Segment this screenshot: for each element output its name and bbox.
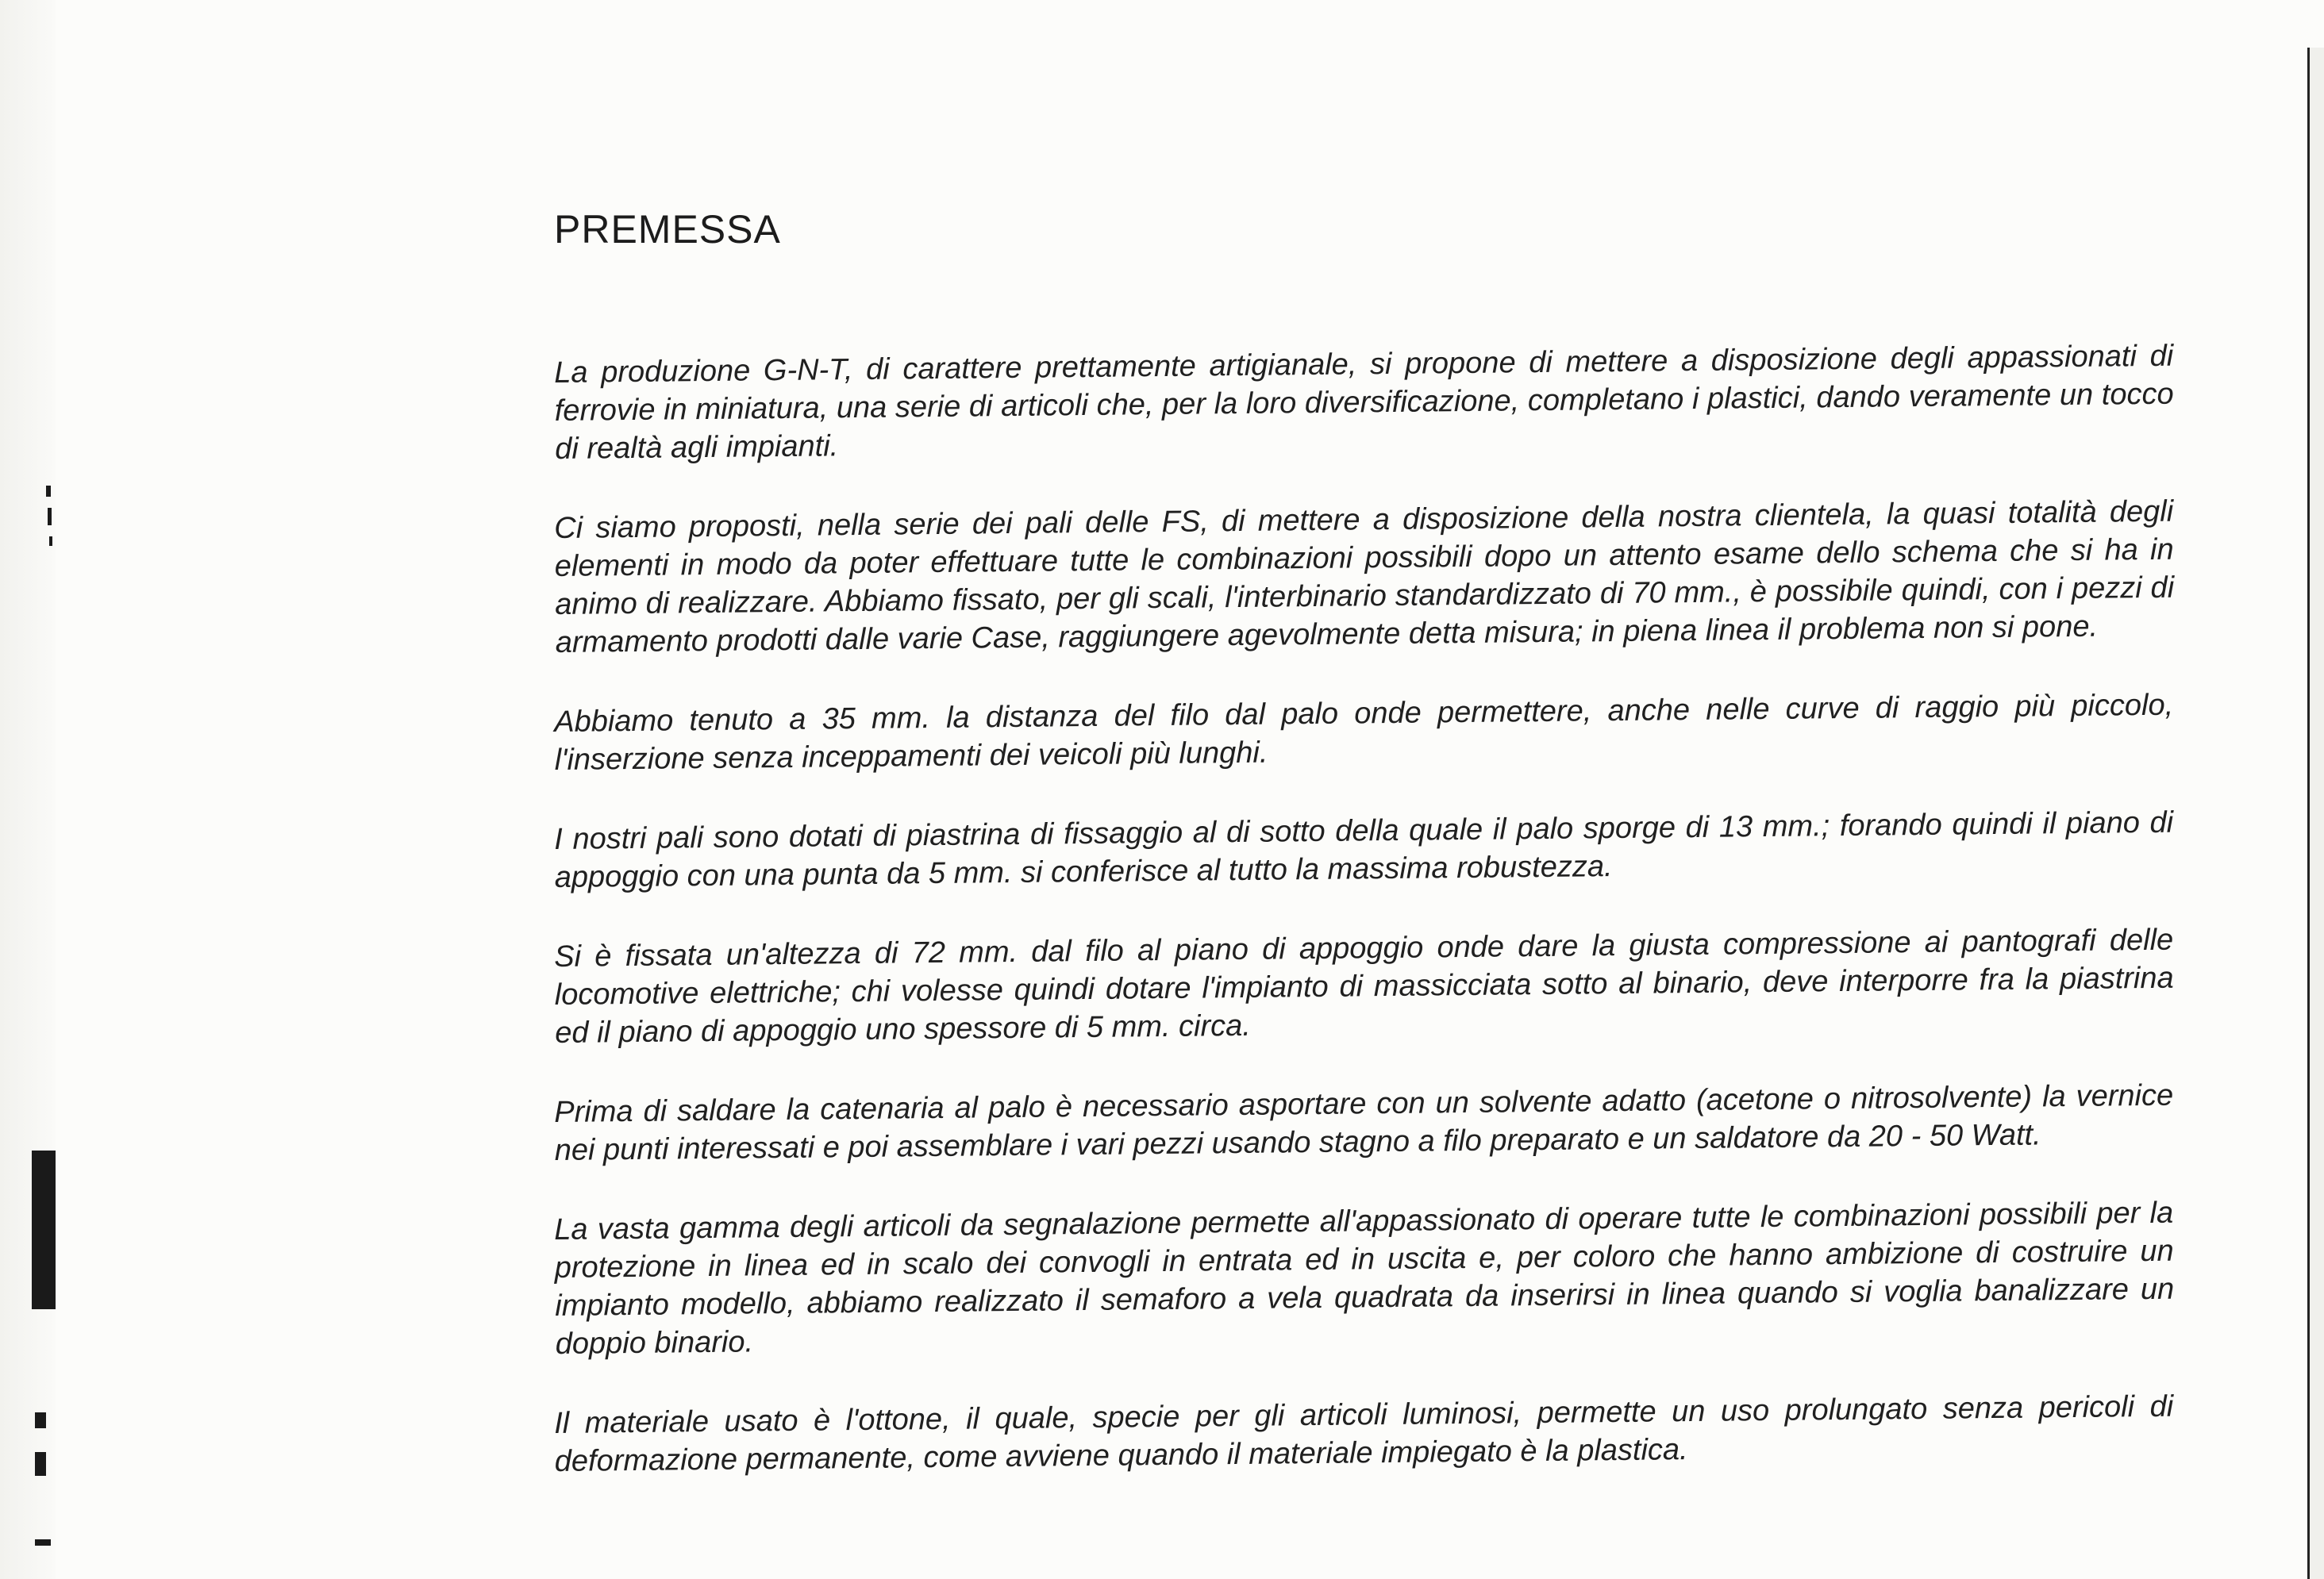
scan-artifact-mark (46, 486, 51, 497)
paragraph-distanza-filo: Abbiamo tenuto a 35 mm. la distanza del filo dal palo onde permettere, anche nelle curve di raggio più piccolo, l'inserzione senza inceppamenti dei veicoli più lunghi. (554, 688, 2174, 777)
paragraph-intro: La produzione G-N-T, di carattere prettamente artigianale, si propone di mettere a disposizione degli appassionati di ferrovie in miniatura, una serie di articoli che, per la loro diversificazione, completano i plastici, dando veramente un tocco di realtà agli impianti. (554, 339, 2174, 466)
scan-artifact-mark (32, 1151, 56, 1309)
scan-right-edge (2307, 48, 2324, 1579)
page-title: PREMESSA (554, 206, 781, 252)
paragraph-pali-fs: Ci siamo proposti, nella serie dei pali delle FS, di mettere a disposizione della nostra clientela, la quasi totalità degli elementi in modo da poter effettuare tutte le combinazioni possibili dopo un attento esame dello schema che si ha in animo di realizzare. Abbiamo fissato, per gli scali, l'interbinario standardizzato di 70 mm., è possibile quindi, con i pezzi di armamento prodotti dalle varie Case, raggiungere agevolmente detta misura; in piena linea il problema non si pone. (554, 494, 2175, 659)
paragraph-altezza: Si è fissata un'altezza di 72 mm. dal filo al piano di appoggio onde dare la giusta compressione ai pantografi delle locomotive elettriche; chi volesse quindi dotare l'impianto di massicciata sotto al binario, deve interporre fra la piastrina ed il piano di appoggio uno spessore di 5 mm. circa. (554, 923, 2174, 1050)
scan-artifact-mark (35, 1452, 46, 1476)
body-text (554, 339, 2175, 1522)
paragraph-segnalazione: La vasta gamma degli articoli da segnalazione permette all'appassionato di operare tutte le combinazioni possibili per la protezione in linea ed in scalo dei convogli in entrata ed in uscita e, per coloro che hanno ambizione di costruire un impianto modello, abbiamo realizzato il semaforo a vela quadrata da inserirsi in linea quando si voglia banalizzare un doppio binario. (554, 1196, 2175, 1361)
scan-artifact-mark (35, 1412, 46, 1428)
paragraph-materiale: Il materiale usato è l'ottone, il quale, specie per gli articoli luminosi, permette un uso prolungato senza pericoli di deformazione permanente, come avviene quando il materiale impiegato è la plastica. (554, 1389, 2174, 1478)
scan-artifact-mark (35, 1539, 51, 1546)
scan-left-margin (0, 0, 56, 1579)
paragraph-piastrina: I nostri pali sono dotati di piastrina di fissaggio al di sotto della quale il palo sporge di 13 mm.; forando quindi il piano di appoggio con una punta da 5 mm. si conferisce al tutto la massima robustezza. (554, 805, 2174, 894)
scan-artifact-mark (49, 536, 52, 546)
scan-artifact-mark (48, 508, 52, 525)
paragraph-saldatura: Prima di saldare la catenaria al palo è necessario asportare con un solvente adatto (acetone o nitrosolvente) la vernice nei punti interessati e poi assemblare i vari pezzi usando stagno a filo preparato e un saldatore da 20 - 50 Watt. (554, 1078, 2174, 1167)
